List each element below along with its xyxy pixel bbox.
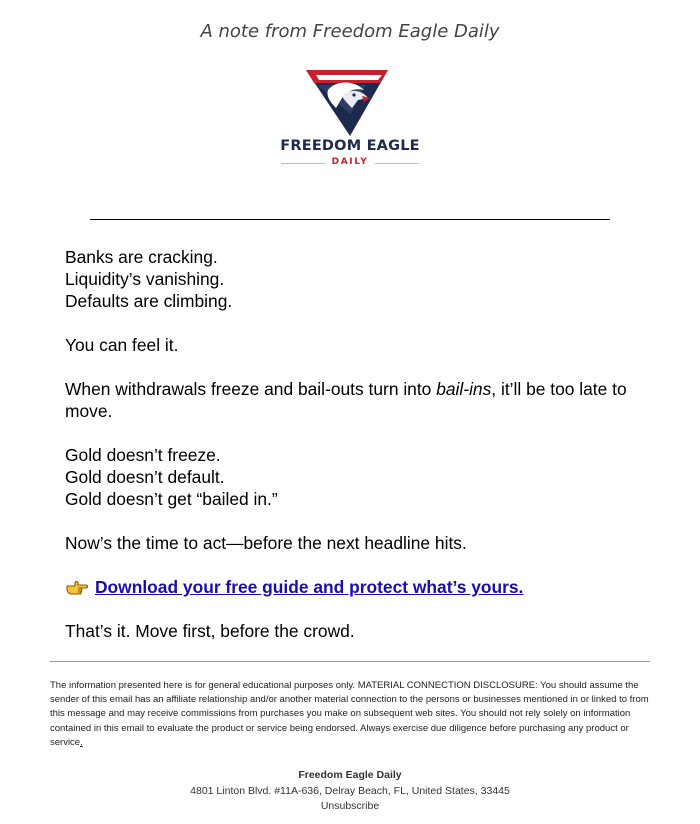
top-divider: [90, 219, 610, 220]
disclaimer: [50, 679, 652, 750]
footer-address: 4801 Linton Blvd. #11A-636, Delray Beach, FL, United States, 33445: [190, 784, 510, 797]
pointing-hand-icon: [65, 578, 89, 596]
body-line: Defaults are climbing.: [65, 291, 233, 311]
logo-sub-row: [281, 157, 419, 169]
logo-divider-right: [375, 163, 419, 164]
body-text-segment: When withdrawals freeze and bail-outs turn into: [65, 379, 437, 399]
paragraph-withdrawals: [65, 378, 645, 422]
bottom-divider: [50, 661, 650, 662]
disclaimer-period: .: [80, 736, 83, 748]
footer-company: Freedom Eagle Daily: [298, 769, 402, 781]
paragraph-feel: You can feel it.: [65, 335, 179, 355]
body-text-segment: , it’ll be too late to move.: [65, 379, 627, 421]
body-line: Banks are cracking.: [65, 247, 218, 267]
paragraph-closing: That’s it. Move first, before the crowd.: [65, 621, 355, 641]
paragraph-banks: [65, 246, 645, 312]
header-note: A note from Freedom Eagle Daily: [200, 21, 500, 42]
logo-brand-text: FREEDOM EAGLE: [280, 138, 420, 154]
paragraph-gold: [65, 444, 645, 510]
eagle-shield-icon: [306, 68, 394, 138]
cta-row: [65, 576, 645, 598]
logo: [279, 68, 421, 170]
disclaimer-text: The information presented here is for general educational purposes only. MATERIAL CONNECTION DISCLOSURE: You should assume the sender of this email has an affiliate relationship and/or another material connection to the persons or businesses mentioned in or linked to from this message and may receive commissions from purchases you make on subsequent web sites. You should not rely solely on information contained in this email to evaluate the product or service being endorsed. Always exercise due diligence before purchasing any product or service: [50, 680, 649, 748]
body-emphasis: bail-ins: [436, 379, 492, 399]
email-body: [65, 246, 645, 664]
paragraph-act: Now’s the time to act—before the next headline hits.: [65, 533, 467, 553]
unsubscribe-link[interactable]: Unsubscribe: [320, 800, 380, 812]
body-line: Liquidity’s vanishing.: [65, 269, 225, 289]
footer: [0, 768, 700, 815]
download-guide-link[interactable]: Download your free guide and protect what’s yours.: [95, 577, 524, 597]
body-line: Gold doesn’t default.: [65, 467, 225, 487]
body-line: Gold doesn’t get “bailed in.”: [65, 489, 278, 509]
body-line: Gold doesn’t freeze.: [65, 445, 221, 465]
logo-sub-text: DAILY: [331, 157, 369, 167]
